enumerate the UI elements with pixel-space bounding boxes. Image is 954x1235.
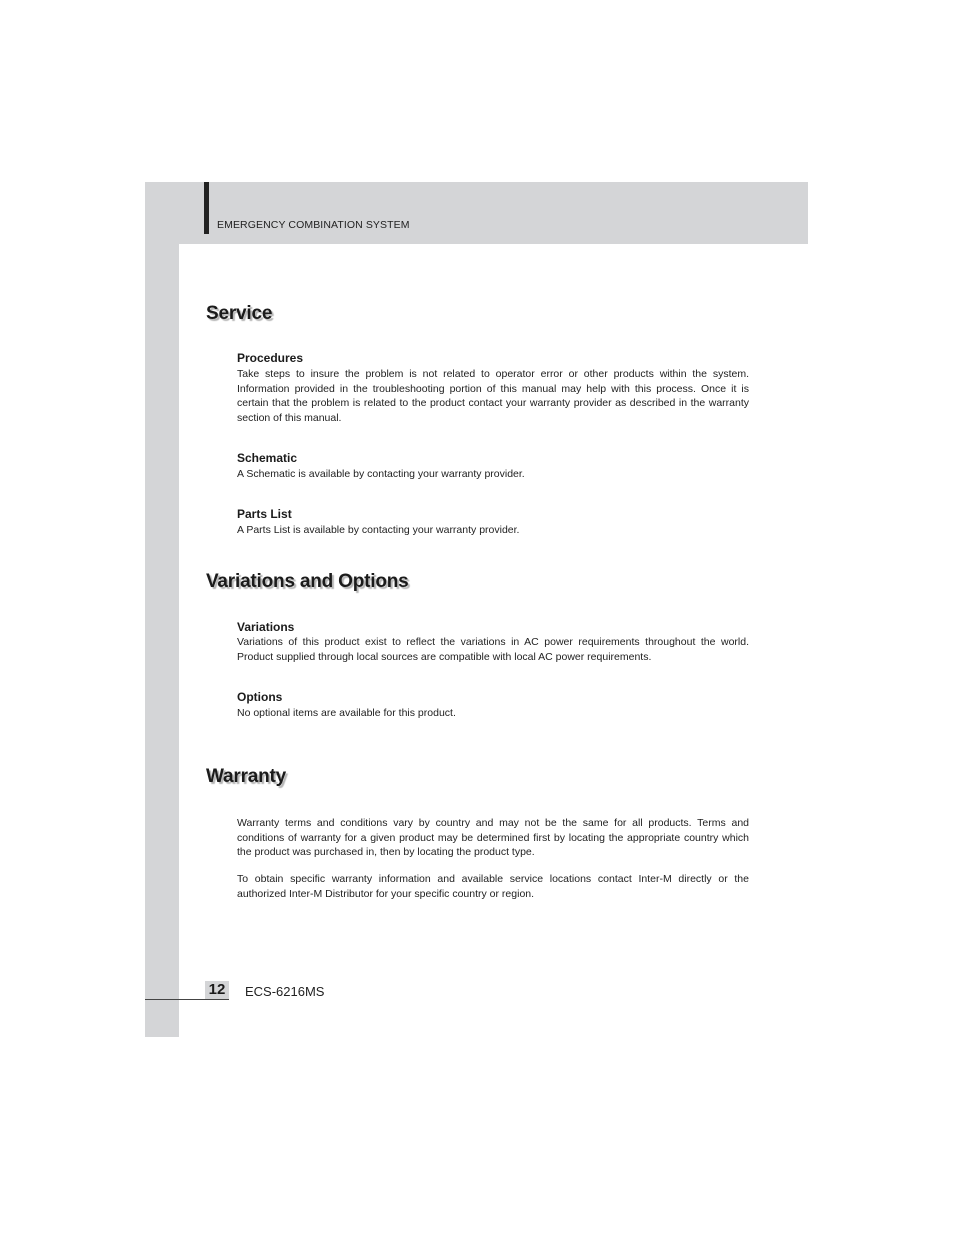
subtitle-options: Options: [237, 690, 283, 704]
subtitle-parts-list: Parts List: [237, 507, 292, 521]
page-number: 12: [205, 981, 229, 999]
options-text: No optional items are available for this product.: [237, 707, 456, 719]
subtitle-procedures: Procedures: [237, 351, 304, 365]
section-title-variations-options: Variations and Options: [206, 571, 409, 592]
section-title-service: Service: [206, 303, 273, 324]
header-band: [145, 182, 808, 244]
warranty-paragraph-1: Warranty terms and conditions vary by country and may not be the same for all products. Terms and conditions of warranty for a given product may be determined first by locating the appropriate country which the product was purchased in, then by locating the product type.: [237, 817, 749, 859]
header-accent-bar: [204, 182, 209, 234]
warranty-paragraph-2: To obtain specific warranty information and available service locations contact Inter-M directly or the authorized Inter-M Distributor for your specific country or region.: [237, 873, 749, 900]
header-title: EMERGENCY COMBINATION SYSTEM: [217, 219, 410, 231]
parts-list-text: A Parts List is available by contacting your warranty provider.: [237, 524, 520, 536]
model-name: ECS-6216MS: [245, 984, 325, 999]
section-title-warranty: Warranty: [206, 766, 287, 787]
footer-rule: [145, 999, 229, 1000]
variations-text: Variations of this product exist to reflect the variations in AC power requirements throughout the world. Product supplied through local sources are compatible with local AC power requirements.: [237, 636, 749, 663]
subtitle-variations: Variations: [237, 620, 295, 634]
schematic-text: A Schematic is available by contacting your warranty provider.: [237, 468, 525, 480]
subtitle-schematic: Schematic: [237, 451, 298, 465]
procedures-text: Take steps to insure the problem is not related to operator error or other products within the system. Information provided in the troubleshooting portion of this manual may help with this process. Once it is certain that the problem is related to the product contact your warranty provider as described in the warranty section of this manual.: [237, 368, 749, 424]
left-margin-band: [145, 182, 179, 1037]
